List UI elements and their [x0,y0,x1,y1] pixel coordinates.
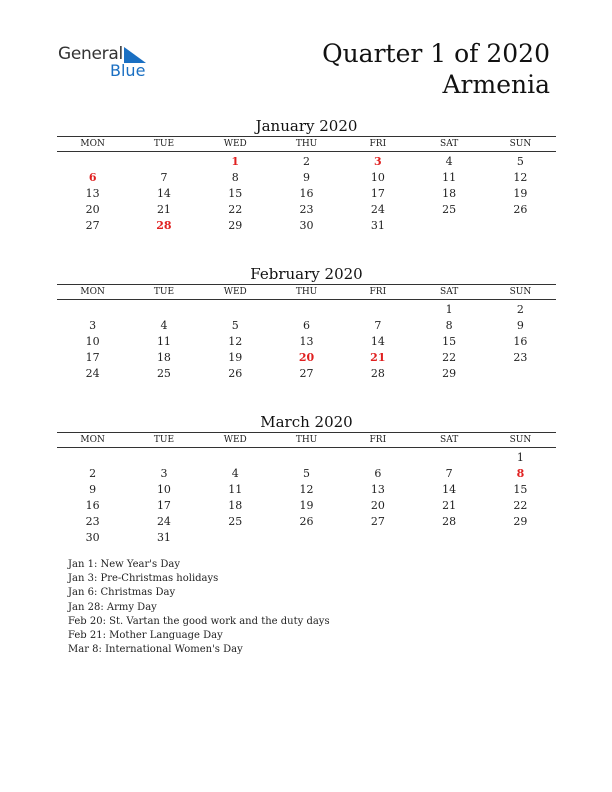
holiday-day: 28 [156,219,172,232]
title-quarter: Quarter 1 of 2020 [322,39,550,68]
calendar-day: 6 [374,467,382,480]
weekday-label: SAT [440,435,459,445]
calendar-day: 13 [370,483,385,496]
calendar-day: 15 [228,187,243,200]
holiday-note: Jan 3: Pre-Christmas holidays [68,573,219,585]
weekday-label: TUE [153,139,175,149]
empty-day [128,302,199,318]
calendar-day: 24 [370,203,385,216]
calendar-day: 10 [156,483,171,496]
title-country: Armenia [442,70,550,99]
calendar-day: 14 [156,187,171,200]
weekday-header [57,284,556,300]
calendar-day: 23 [513,351,528,364]
calendar-day: 19 [228,351,243,364]
calendar-day: 4 [160,319,168,332]
calendar-day: 16 [299,187,314,200]
month-title: January 2020 [255,117,358,135]
empty-day [57,450,128,466]
calendar-day: 14 [442,483,457,496]
calendar-day: 27 [85,219,100,232]
calendar-day: 12 [299,483,314,496]
calendar-day: 31 [370,219,385,232]
calendar-day: 2 [303,155,311,168]
calendar-day: 7 [160,171,168,184]
empty-day [413,450,484,466]
month-march [57,412,556,546]
calendar-day: 18 [156,351,171,364]
month-february [57,264,556,382]
holiday-note: Jan 1: New Year's Day [68,559,180,570]
weekday-label: THU [295,435,318,445]
holiday-note: Jan 28: Army Day [68,601,157,613]
calendar-day: 26 [513,203,528,216]
weekday-label: SUN [509,435,532,445]
weekday-label: THU [295,139,318,149]
month-title: February 2020 [250,265,363,283]
calendar-day: 1 [445,303,453,316]
calendar-day: 1 [516,451,524,464]
weekday-label: SAT [440,287,459,297]
calendar-day: 5 [303,467,311,480]
calendar-day: 22 [513,499,528,512]
calendar-day: 28 [442,515,457,528]
calendar-day: 20 [370,499,385,512]
holiday-note: Feb 20: St. Vartan the good work and the duty days [68,615,330,627]
calendar-day: 2 [516,303,524,316]
calendar-day: 9 [303,171,311,184]
weekday-label: FRI [369,139,387,149]
empty-day [128,450,199,466]
calendar-day: 14 [370,335,385,348]
month-title: March 2020 [260,413,353,431]
calendar-day: 20 [85,203,100,216]
empty-day [200,302,271,318]
calendar-day: 9 [516,319,524,332]
calendar-day: 9 [89,483,97,496]
logo-blue-text: Blue [110,61,146,80]
calendar-day: 29 [513,515,528,528]
calendar-day: 25 [228,515,243,528]
calendar-day: 3 [160,467,168,480]
holiday-notes [68,558,330,657]
calendar-day: 16 [513,335,528,348]
day-grid [57,154,556,234]
calendar-day: 23 [299,203,314,216]
logo-general-text: General [58,44,123,64]
calendar-day: 15 [442,335,457,348]
calendar-day: 22 [442,351,457,364]
holiday-day: 3 [374,155,382,168]
calendar-day: 5 [231,319,239,332]
holiday-day: 1 [231,155,240,168]
weekday-label: FRI [369,287,387,297]
empty-day [57,154,128,170]
empty-day [271,302,342,318]
holiday-note: Feb 21: Mother Language Day [68,630,223,642]
calendar-day: 3 [89,319,97,332]
month-january [57,116,556,234]
calendar-day: 10 [370,171,385,184]
calendar-day: 26 [228,367,243,380]
calendar-day: 11 [156,335,171,348]
empty-day [271,450,342,466]
calendar-day: 6 [303,319,311,332]
weekday-label: FRI [369,435,387,445]
calendar-day: 24 [156,515,171,528]
weekday-label: THU [295,287,318,297]
calendar-day: 13 [299,335,314,348]
calendar-day: 21 [442,499,457,512]
calendar-day: 4 [231,467,239,480]
holiday-day: 6 [88,171,97,184]
calendar-day: 23 [85,515,100,528]
calendar-day: 12 [513,171,528,184]
calendar-day: 18 [228,499,243,512]
weekday-label: SUN [509,287,532,297]
calendar-day: 11 [442,171,457,184]
empty-day [200,450,271,466]
weekday-label: MON [80,287,105,297]
calendar-day: 13 [85,187,100,200]
weekday-label: MON [80,435,105,445]
calendar-day: 17 [370,187,385,200]
calendar-day: 10 [85,335,100,348]
calendar-day: 5 [516,155,524,168]
calendar-day: 29 [442,367,457,380]
calendar-day: 30 [299,219,314,232]
calendar-day: 21 [156,203,171,216]
calendar-day: 30 [85,531,100,544]
logo [58,44,168,84]
calendar-day: 7 [445,467,453,480]
day-grid [57,302,556,382]
calendar-day: 19 [299,499,314,512]
calendar-day: 19 [513,187,528,200]
weekday-label: MON [80,139,105,149]
weekday-label: SAT [440,139,459,149]
weekday-label: SUN [509,139,532,149]
holiday-note: Jan 6: Christmas Day [68,587,176,599]
calendar-day: 27 [299,367,314,380]
calendar-day: 17 [156,499,171,512]
empty-day [128,154,199,170]
calendar-day: 16 [85,499,100,512]
calendar-day: 22 [228,203,243,216]
calendar-day: 31 [156,531,171,544]
calendar-day: 7 [374,319,382,332]
calendar-day: 29 [228,219,243,232]
weekday-label: TUE [153,435,175,445]
day-grid [57,450,556,546]
calendar-day: 15 [513,483,528,496]
calendar-day: 26 [299,515,314,528]
calendar-day: 11 [228,483,243,496]
weekday-label: WED [223,139,247,149]
holiday-day: 21 [370,351,386,364]
empty-day [342,302,413,318]
weekday-header [57,136,556,152]
calendar-day: 27 [370,515,385,528]
weekday-label: TUE [153,287,175,297]
page-title [322,38,550,100]
calendar-day: 8 [231,171,239,184]
weekday-header [57,432,556,448]
calendar-day: 4 [445,155,453,168]
calendar-day: 25 [156,367,171,380]
holiday-day: 20 [298,351,315,364]
calendar-day: 24 [85,367,100,380]
calendar-day: 28 [370,367,385,380]
calendar-day: 17 [85,351,100,364]
weekday-label: WED [223,435,247,445]
calendar-day: 12 [228,335,243,348]
holiday-day: 8 [516,467,525,480]
calendar-day: 18 [442,187,457,200]
calendar-day: 25 [442,203,457,216]
empty-day [57,302,128,318]
holiday-note: Mar 8: International Women's Day [68,644,243,656]
empty-day [342,450,413,466]
weekday-label: WED [223,287,247,297]
calendar-day: 2 [89,467,97,480]
calendar-day: 8 [445,319,453,332]
